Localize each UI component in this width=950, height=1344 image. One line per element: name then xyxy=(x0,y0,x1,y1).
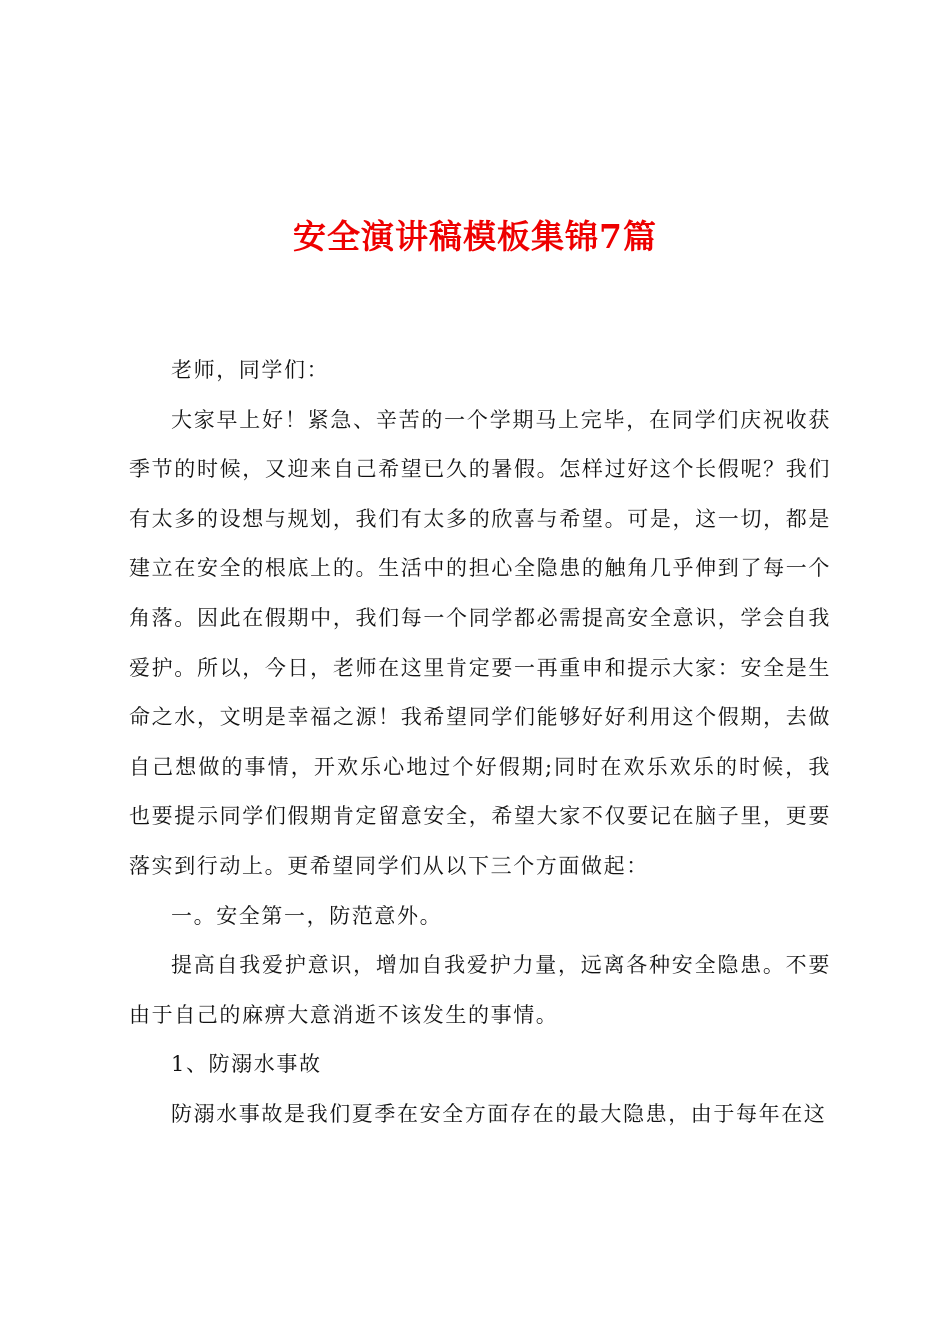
paragraph-subheading: 1、防溺水事故 xyxy=(171,1052,322,1077)
paragraph-section-heading: 一。安全第一，防范意外。 xyxy=(171,903,443,928)
paragraph-section-text: 提高自我爱护意识，增加自我爱护力量，远离各种安全隐患。不要由于自己的麻痹大意消逝不该发生的事情。 xyxy=(129,953,831,1027)
document-title: 安全演讲稿模板集锦7篇 xyxy=(293,217,657,256)
paragraph-intro: 大家早上好！紧急、辛苦的一个学期马上完毕，在同学们庆祝收获季节的时候，又迎来自己希望已久的暑假。怎样过好这个长假呢？我们有太多的设想与规划，我们有太多的欣喜与希望。可是，这一切，都是建立在安全的根底上的。生活中的担心全隐患的触角几乎伸到了每一个角落。因此在假期中，我们每一个同学都必需提高安全意识，学会自我爱护。所以，今日，老师在这里肯定要一再重申和提示大家：安全是生命之水，文明是幸福之源！我希望同学们能够好好利用这个假期，去做自己想做的事情，开欢乐心地过个好假期;同时在欢乐欢乐的时候，我也要提示同学们假期肯定留意安全，希望大家不仅要记在脑子里，更要落实到行动上。更希望同学们从以下三个方面做起： xyxy=(129,407,831,878)
document-body xyxy=(129,346,831,1140)
paragraph-greeting: 老师，同学们： xyxy=(171,358,330,382)
paragraph-subtext: 防溺水事故是我们夏季在安全方面存在的最大隐患，由于每年在这 xyxy=(171,1101,827,1126)
